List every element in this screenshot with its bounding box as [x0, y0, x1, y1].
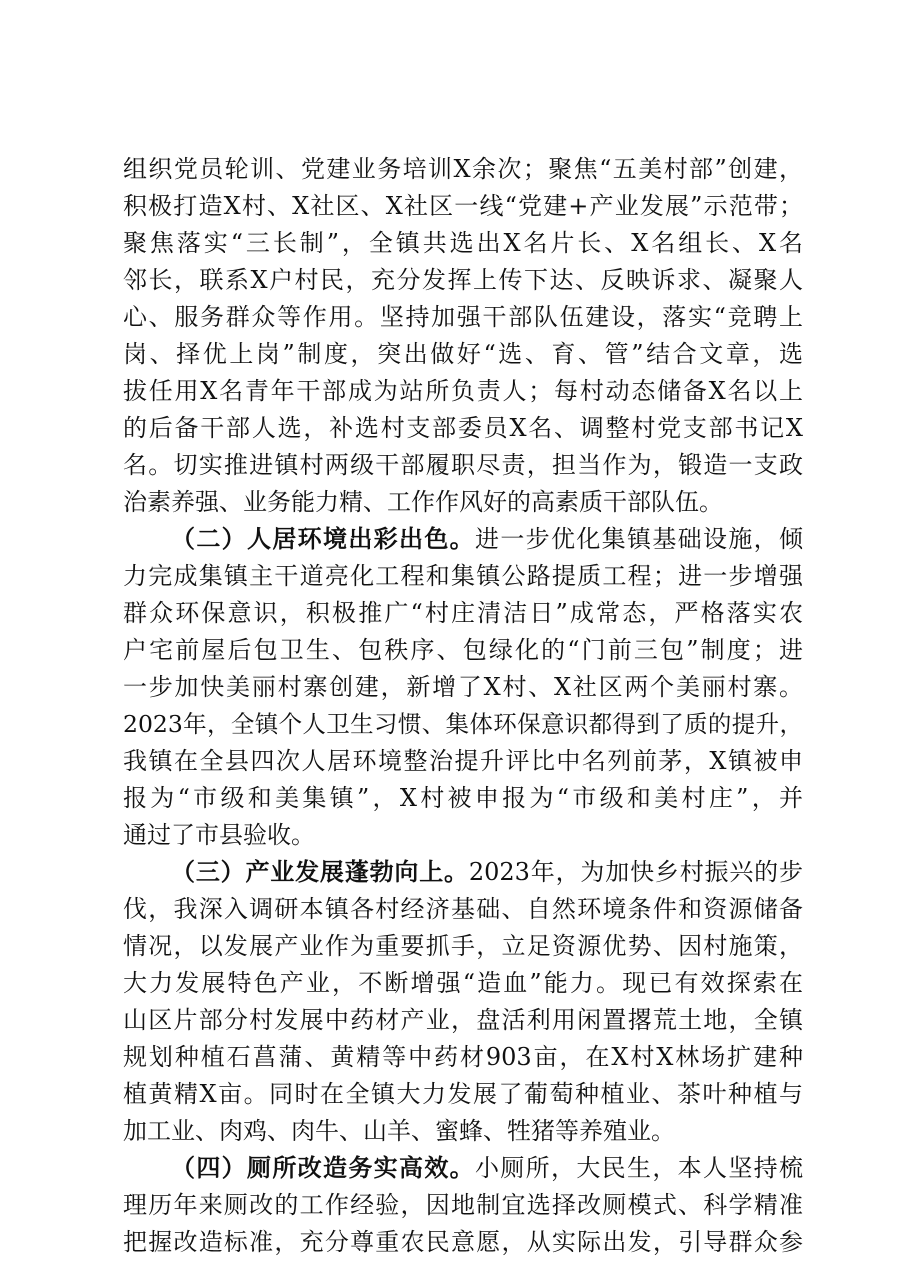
- paragraph-3-line: 加工业、肉鸡、肉牛、山羊、蜜蜂、牲猪等养殖业。: [123, 1117, 675, 1145]
- paragraph-3-first-line: [171, 853, 803, 891]
- paragraph-3-text: 2023年，为加快乡村振兴的步: [468, 858, 804, 886]
- paragraph-1-line: 心、服务群众等作用。坚持加强干部队伍建设，落实“竞聘上: [123, 303, 803, 331]
- paragraph-1-line: 邻长，联系X户村民，充分发挥上传下达、反映诉求、凝聚人: [123, 266, 803, 294]
- paragraph-3-line: 植黄精X亩。同时在全镇大力发展了葡萄种植业、茶叶种植与: [123, 1080, 803, 1108]
- paragraph-3-line: 规划种植石菖蒲、黄精等中药材903亩，在X村X林场扩建种: [123, 1043, 803, 1071]
- paragraph-1-line: 聚焦落实“三长制”，全镇共选出X名片长、X名组长、X名: [123, 229, 803, 257]
- paragraph-2-first-line: [171, 520, 803, 558]
- paragraph-2-line: 力完成集镇主干道亮化工程和集镇公路提质工程；进一步增强: [123, 562, 803, 590]
- paragraph-4-text: 小厕所，大民生，本人坚持梳: [475, 1154, 803, 1182]
- paragraph-1-line: 组织党员轮训、党建业务培训X余次；聚焦“五美村部”创建，: [123, 155, 803, 183]
- paragraph-1-line: 的后备干部人选，补选村支部委员X名、调整村党支部书记X: [123, 414, 803, 442]
- paragraph-2-line: 我镇在全县四次人居环境整治提升评比中名列前茅，X镇被申: [123, 747, 803, 775]
- paragraph-4-line: 把握改造标准，充分尊重农民意愿，从实际出发，引导群众参: [123, 1228, 803, 1256]
- paragraph-1-line: 名。切实推进镇村两级干部履职尽责，担当作为，锻造一支政: [123, 451, 803, 479]
- section-heading-3: （三）产业发展蓬勃向上。: [171, 857, 469, 886]
- paragraph-3-line: 伐，我深入调研本镇各村经济基础、自然环境条件和资源储备: [123, 895, 803, 923]
- paragraph-1-line: 积极打造X村、X社区、X社区一线“党建+产业发展”示范带；: [123, 192, 803, 220]
- paragraph-2-line: 报为“市级和美集镇”，X村被申报为“市级和美村庄”，并: [123, 784, 803, 812]
- paragraph-4-first-line: [171, 1149, 803, 1187]
- section-heading-4: （四）厕所改造务实高效。: [171, 1153, 475, 1182]
- paragraph-2-line: 一步加快美丽村寨创建，新增了X村、X社区两个美丽村寨。: [123, 673, 803, 701]
- paragraph-2-text: 进一步优化集镇基础设施，倾: [475, 525, 803, 553]
- paragraph-2-line: 群众环保意识，积极推广“村庄清洁日”成常态，严格落实农: [123, 599, 803, 627]
- paragraph-1-line: 岗、择优上岗”制度，突出做好“选、育、管”结合文章，选: [123, 340, 803, 368]
- paragraph-1-line: 拔任用X名青年干部成为站所负责人；每村动态储备X名以上: [123, 377, 803, 405]
- paragraph-3-line: 山区片部分村发展中药材产业，盘活利用闲置撂荒土地，全镇: [123, 1006, 803, 1034]
- paragraph-2-line: 通过了市县验收。: [123, 821, 315, 849]
- section-heading-2: （二）人居环境出彩出色。: [171, 524, 475, 553]
- paragraph-2-line: 户宅前屋后包卫生、包秩序、包绿化的“门前三包”制度；进: [123, 636, 803, 664]
- paragraph-1-line: 治素养强、业务能力精、工作作风好的高素质干部队伍。: [123, 488, 723, 516]
- paragraph-3-line: 情况，以发展产业作为重要抓手，立足资源优势、因村施策，: [123, 932, 803, 960]
- paragraph-4-line: 理历年来厕改的工作经验，因地制宜选择改厕模式、科学精准: [123, 1191, 803, 1219]
- paragraph-3-line: 大力发展特色产业，不断增强“造血”能力。现已有效探索在: [123, 969, 803, 997]
- paragraph-2-line: 2023年，全镇个人卫生习惯、集体环保意识都得到了质的提升，: [123, 710, 803, 738]
